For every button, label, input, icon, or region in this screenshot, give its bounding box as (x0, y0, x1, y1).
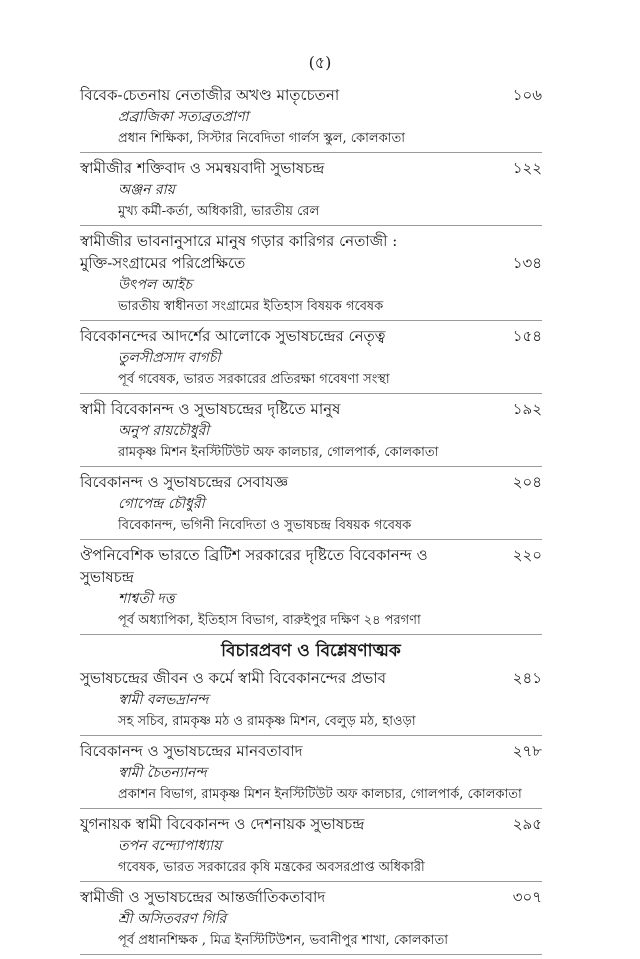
toc-entry (80, 84, 542, 153)
entry-affiliation: সহ সচিব, রামকৃষ্ণ মঠ ও রামকৃষ্ণ মিশন, বেলুড় মঠ, হাওড়া (118, 714, 416, 729)
entry-page-number: ১৫৪ (512, 327, 542, 345)
entry-page-number: ২৭৮ (512, 742, 542, 760)
entry-author: তপন বন্দ্যোপাধ্যায় (118, 838, 222, 854)
entry-author: স্বামী বলভদ্রানন্দ (118, 692, 209, 708)
entry-title: ঔপনিবেশিক ভারতে ব্রিটিশ সরকারের দৃষ্টিতে বিবেকানন্দ ও সুভাষচন্দ্র (80, 546, 428, 586)
toc-entry (80, 813, 542, 882)
entry-affiliation: বিবেকানন্দ, ভগিনী নিবেদিতা ও সুভাষচন্দ্র বিষয়ক গবেষক (118, 518, 412, 533)
section-heading: বিচারপ্রবণ ও বিশ্লেষণাত্মক (221, 641, 401, 661)
entry-author: স্বামী চৈতন্যানন্দ (118, 765, 207, 781)
entry-title: স্বামীজীর ভাবনানুসারে মানুষ গড়ার কারিগর নেতাজী : মুক্তি-সংগ্রামের পরিপ্রেক্ষিতে (80, 232, 398, 272)
entry-author: শাশ্বতী দত্ত (118, 591, 175, 607)
toc-entries-group-2 (80, 667, 542, 955)
toc-entry (80, 157, 542, 226)
toc-entry (80, 230, 542, 321)
toc-entry (80, 544, 542, 635)
entry-author: অঞ্জন রায় (118, 182, 175, 198)
toc-entry (80, 325, 542, 394)
table-of-contents (80, 84, 542, 959)
entry-author: প্রব্রাজিকা সত্যব্রতপ্রাণা (118, 109, 249, 125)
toc-entry (80, 471, 542, 540)
entry-title: স্বামীজী ও সুভাষচন্দ্রের আন্তর্জাতিকতাবাদ (80, 888, 326, 906)
entry-author: তুলসীপ্রসাদ বাগচী (118, 350, 221, 366)
entry-affiliation: প্রকাশন বিভাগ, রামকৃষ্ণ মিশন ইনস্টিটিউট অফ কালচার, গোলপার্ক, কোলকাতা (118, 787, 522, 802)
entry-page-number: ১২২ (512, 159, 542, 177)
entry-page-number: ২০৪ (512, 473, 542, 491)
entry-author: গোপেন্দ্র চৌধুরী (118, 496, 205, 512)
entry-affiliation: ভারতীয় স্বাধীনতা সংগ্রামের ইতিহাস বিষয়ক গবেষক (118, 299, 384, 314)
entry-affiliation: পূর্ব গবেষক, ভারত সরকারের প্রতিরক্ষা গবেষণা সংস্থা (118, 372, 390, 387)
entry-page-number: ২২০ (512, 546, 542, 564)
entry-affiliation: পূর্ব অধ্যাপিকা, ইতিহাস বিভাগ, বারুইপুর দক্ষিণ ২৪ পরগণা (118, 613, 421, 628)
entry-title: সুভাষচন্দ্রের জীবন ও কর্মে স্বামী বিবেকানন্দের প্রভাব (80, 669, 387, 687)
entry-title: বিবেকানন্দ ও সুভাষচন্দ্রের সেবাযজ্ঞ (80, 473, 289, 491)
toc-entries-group-1 (80, 84, 542, 635)
toc-entry (80, 740, 542, 809)
page-number: (৫) (308, 53, 332, 72)
entry-page-number: ১৩৪ (512, 254, 542, 272)
entry-affiliation: গবেষক, ভারত সরকারের কৃষি মন্ত্রকের অবসরপ্রাপ্ত অধিকারী (118, 860, 425, 875)
toc-entry (80, 667, 542, 736)
entry-author: উৎপল আইচ (118, 277, 192, 293)
entry-page-number: ২৯৫ (512, 815, 542, 833)
entry-page-number: ১০৬ (512, 86, 542, 104)
entry-title: বিবেকানন্দের আদর্শের আলোকে সুভাষচন্দ্রের নেতৃত্ব (80, 327, 386, 345)
entry-title: যুগনায়ক স্বামী বিবেকানন্দ ও দেশনায়ক সুভাষচন্দ্র (80, 815, 365, 833)
entry-title: বিবেক-চেতনায় নেতাজীর অখণ্ড মাতৃচেতনা (80, 86, 340, 104)
entry-title: স্বামীজীর শক্তিবাদ ও সমন্বয়বাদী সুভাষচন্দ্র (80, 159, 325, 177)
entry-affiliation: মুখ্য কর্মী-কর্তা, অধিকারী, ভারতীয় রেল (118, 204, 320, 219)
entry-title: বিবেকানন্দ ও সুভাষচন্দ্রের মানবতাবাদ (80, 742, 303, 760)
entry-affiliation: রামকৃষ্ণ মিশন ইনস্টিটিউট অফ কালচার, গোলপার্ক, কোলকাতা (118, 445, 439, 460)
toc-entry (80, 398, 542, 467)
toc-entry (80, 886, 542, 955)
entry-page-number: ১৯২ (512, 400, 542, 418)
entry-title: স্বামী বিবেকানন্দ ও সুভাষচন্দ্রের দৃষ্টিতে মানুষ (80, 400, 341, 418)
entry-author: অনুপ রায়চৌধুরী (118, 423, 210, 439)
entry-page-number: ৩০৭ (512, 888, 542, 906)
entry-affiliation: পূর্ব প্রধানশিক্ষক , মিত্র ইনস্টিটিউশন, ভবানীপুর শাখা, কোলকাতা (118, 933, 448, 948)
entry-page-number: ২৪১ (512, 669, 542, 687)
entry-affiliation: প্রধান শিক্ষিকা, সিস্টার নিবেদিতা গার্লস স্কুল, কোলকাতা (118, 131, 405, 146)
entry-author: শ্রী অসিতবরণ গিরি (118, 911, 227, 927)
